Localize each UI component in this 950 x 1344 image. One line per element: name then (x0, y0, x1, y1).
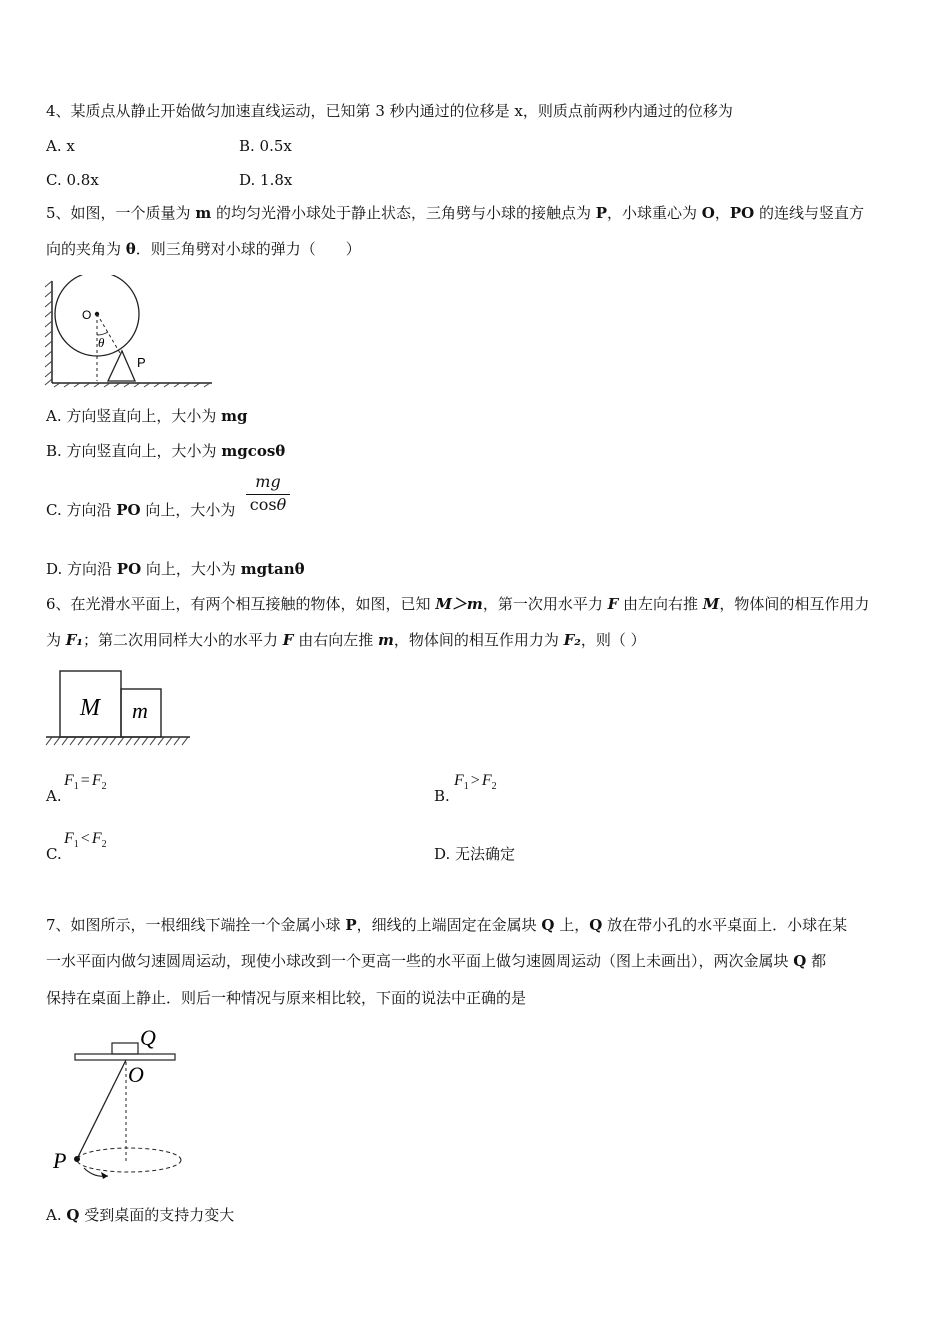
q4-option-a: A. x (46, 137, 75, 155)
q4-stem: 4、某质点从静止开始做匀加速直线运动，已知第 3 秒内通过的位移是 x，则质点前两秒内通过的位移为 (46, 102, 733, 120)
q7-stem-line3: 保持在桌面上静止．则后一种情况与原来相比较，下面的说法中正确的是 (46, 989, 527, 1007)
q4-option-b: B. 0.5x (239, 137, 292, 155)
q5-option-c-fraction (246, 472, 290, 515)
q6-option-b-label: B. (434, 787, 450, 805)
q5-option-a: A. 方向竖直向上，大小为 mg (46, 407, 248, 425)
q7-figure-label-q: Q (140, 1025, 156, 1050)
q6-figure-label-big: M (80, 695, 100, 721)
q5-figure-label-theta: θ (98, 335, 105, 350)
q5-stem-line1: 5、如图，一个质量为 m 的均匀光滑小球处于静止状态，三角劈与小球的接触点为 P，小球重心为 O，PO 的连线与竖直方 (46, 204, 865, 222)
q4-option-d: D. 1.8x (239, 171, 293, 189)
q7-stem-line1: 7、如图所示，一根细线下端拴一个金属小球 P，细线的上端固定在金属块 Q 上，Q 放在带小孔的水平桌面上．小球在某 (46, 916, 848, 934)
q5-figure-label-o: O (82, 308, 92, 322)
q5-stem-line2: 向的夹角为 θ．则三角劈对小球的弹力（ ） (46, 240, 361, 258)
q5-figure-ball-wedge (40, 275, 220, 390)
q7-figure-label-p: P (53, 1148, 67, 1173)
q5-figure-label-p: P (137, 355, 146, 370)
q6-figure-blocks (44, 668, 194, 748)
q7-option-a: A. Q 受到桌面的支持力变大 (46, 1206, 235, 1224)
q6-figure-label-small: m (132, 698, 148, 723)
q7-figure-pendulum (50, 1022, 190, 1187)
q5-option-c: C. 方向沿 PO 向上，大小为 (46, 501, 236, 519)
q6-option-b-math: $F_1 > F_2$ (454, 772, 497, 793)
q6-stem-line1: 6、在光滑水平面上，有两个相互接触的物体，如图，已知 M＞m，第一次用水平力 F 由左向右推 M，物体间的相互作用力 (46, 595, 870, 613)
fraction-numerator: mg (246, 472, 290, 495)
q6-stem-line2: 为 F₁；第二次用同样大小的水平力 F 由右向左推 m，物体间的相互作用力为 F₂，则（ ） (46, 631, 646, 649)
q5-option-d: D. 方向沿 PO 向上，大小为 mgtanθ (46, 560, 305, 578)
q4-option-c: C. 0.8x (46, 171, 99, 189)
q7-stem-line2: 一水平面内做匀速圆周运动，现使小球改到一个更高一些的水平面上做匀速圆周运动（图上未画出），两次金属块 Q 都 (46, 952, 827, 970)
q5-option-b: B. 方向竖直向上，大小为 mgcosθ (46, 442, 286, 460)
q6-option-d: D. 无法确定 (434, 845, 516, 863)
q6-option-c-math: $F_1 < F_2$ (64, 830, 107, 851)
q6-option-a-math: $F_1 = F_2$ (64, 772, 107, 793)
q6-option-c-label: C. (46, 845, 62, 863)
q6-option-a-label: A. (46, 787, 62, 805)
fraction-denominator: cosθ (249, 495, 287, 514)
q7-figure-label-o: O (128, 1062, 144, 1087)
